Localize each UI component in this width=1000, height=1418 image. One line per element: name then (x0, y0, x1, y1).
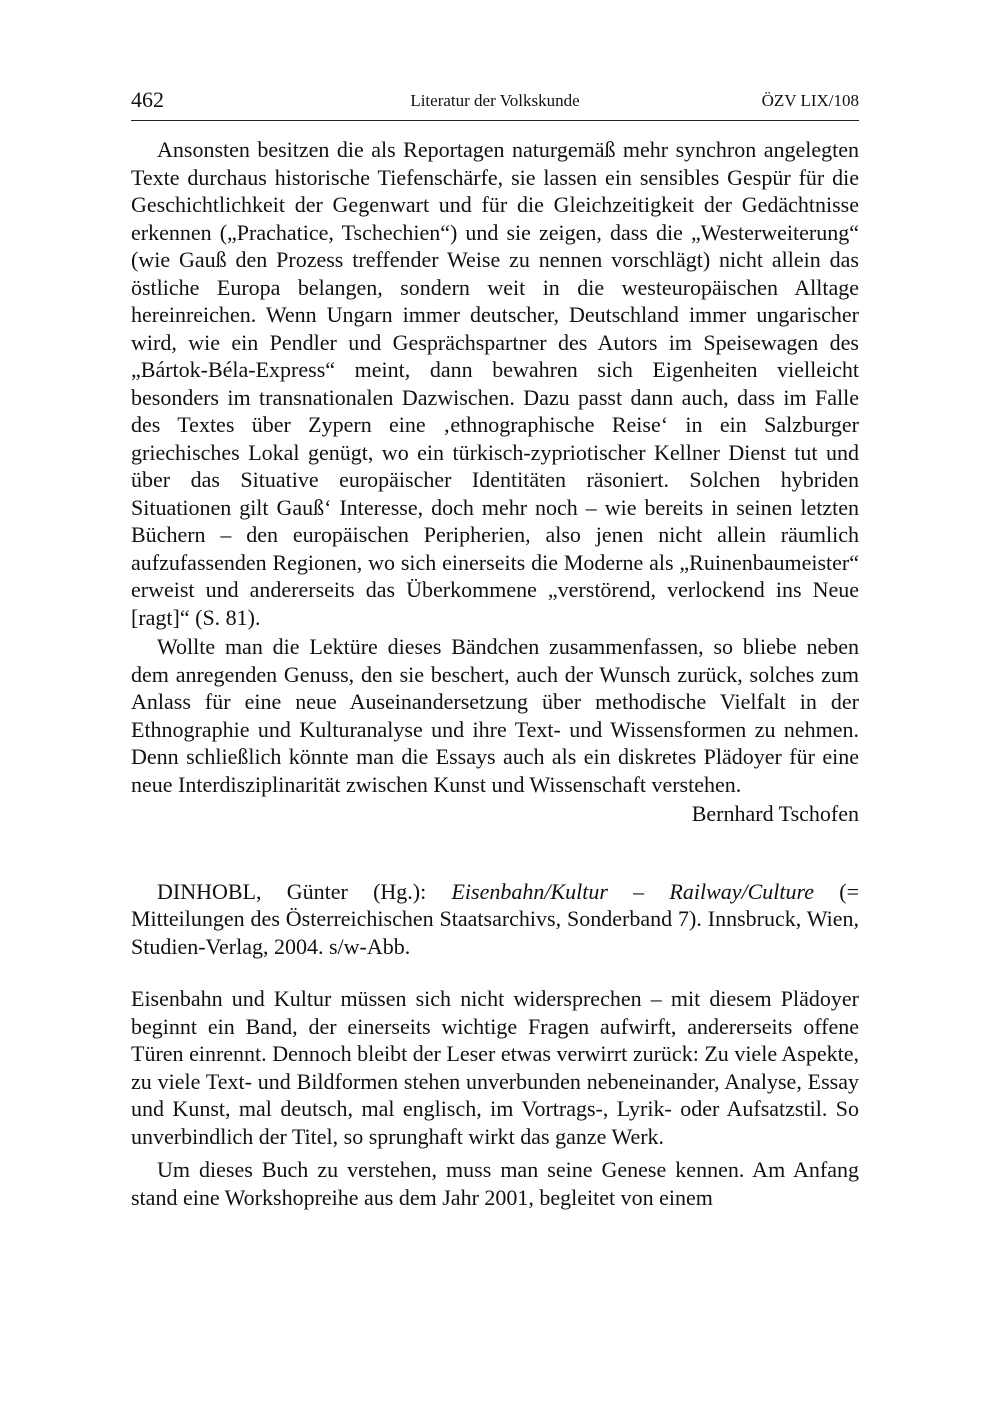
review-continuation (131, 136, 859, 798)
running-header (131, 84, 859, 121)
document-page (131, 84, 859, 1211)
section-title: Literatur der Volkskunde (410, 91, 580, 110)
book-citation (131, 878, 859, 961)
citation-author: DINHOBL, Günter (Hg.): (157, 878, 452, 904)
paragraph: Wollte man die Lektüre dieses Bändchen zusammenfassen, so bliebe neben dem anregenden Genuss, den sie beschert, auch der Wunsch zurück, solches zum Anlass für eine neue Auseinandersetzung über methodische Vielfalt in der Ethnographie und Kulturanalyse und ihre Text- und Wissensformen zu nehmen. Denn schließlich könnte man die Essays auch als ein diskretes Plädoyer für eine neue Interdisziplinarität zwischen Kunst und Wissenschaft verstehen. (131, 634, 859, 797)
page-number: 462 (131, 87, 164, 112)
journal-volume: ÖZV LIX/108 (761, 91, 859, 110)
citation-line (131, 878, 859, 961)
paragraph: Ansonsten besitzen die als Reportagen naturgemäß mehr synchron angelegten Texte durchaus historische Tiefenschärfe, sie lassen ein sensibles Gespür für die Geschichtlichkeit der Gegenwart und für die Gleichzeitigkeit der Gedächtnisse erkennen („Prachatice, Tschechien“) und sie zeigen, dass die „Westerweiterung“ (wie Gauß den Prozess treffender Weise zu nennen vorschlägt) nicht allein das östliche Europa belangen, sondern weit in die westeuropäischen Alltage hereinreichen. Wenn Ungarn immer deutscher, Deutschland immer ungarischer wird, wie ein Pendler und Gesprächspartner des Autors im Speisewagen des „Bártok-Béla-Express“ meint, dann bewahren sich Eigenheiten vielleicht besonders im transnationalen Dazwischen. Dazu passt dann auch, dass im Falle des Textes über Zypern eine ‚ethnographische Reise‘ in ein Salzburger griechisches Lokal genügt, wo ein türkisch-zypriotischer Kellner Dienst tut und über das Situative europäischer Identitäten räsoniert. Solchen hybriden Situationen gilt Gauß‘ Interesse, doch mehr noch – wie bereits in seinen letzten Büchern – den europäischen Peripherien, also jenen nicht allein räumlich aufzufassenden Regionen, wo sich einerseits die Moderne als „Ruinenbaumeister“ erweist und andererseits das Überkommene „verstörend, verlockend ins Neue [ragt]“ (S. 81). (131, 137, 859, 630)
citation-title: Eisenbahn/Kultur – Railway/Culture (451, 878, 815, 904)
paragraph: Eisenbahn und Kultur müssen sich nicht widersprechen – mit diesem Plädoyer beginnt ein Band, der einerseits wichtige Fragen aufwirft, andererseits offene Türen einrennt. Dennoch bleibt der Leser etwas verwirrt zurück: Zu viele Aspekte, zu viele Text- und Bildformen stehen unverbunden nebeneinander, Analyse, Essay und Kunst, mal deutsch, mal englisch, im Vortrags-, Lyrik- oder Aufsatzstil. So unverbindlich der Titel, so sprunghaft wirkt das ganze Werk. (131, 986, 859, 1149)
paragraph: Um dieses Buch zu verstehen, muss man seine Genese kennen. Am Anfang stand eine Workshopreihe aus dem Jahr 2001, begleitet von einem (131, 1157, 859, 1210)
review-text (131, 985, 859, 1211)
citation-details: (= Mitteilungen des Österreichischen Staatsarchivs, Sonderband 7). Innsbruck, Wien, Studien-Verlag, 2004. s/w-Abb. (131, 878, 860, 959)
reviewer-signature: Bernhard Tschofen (691, 801, 859, 826)
